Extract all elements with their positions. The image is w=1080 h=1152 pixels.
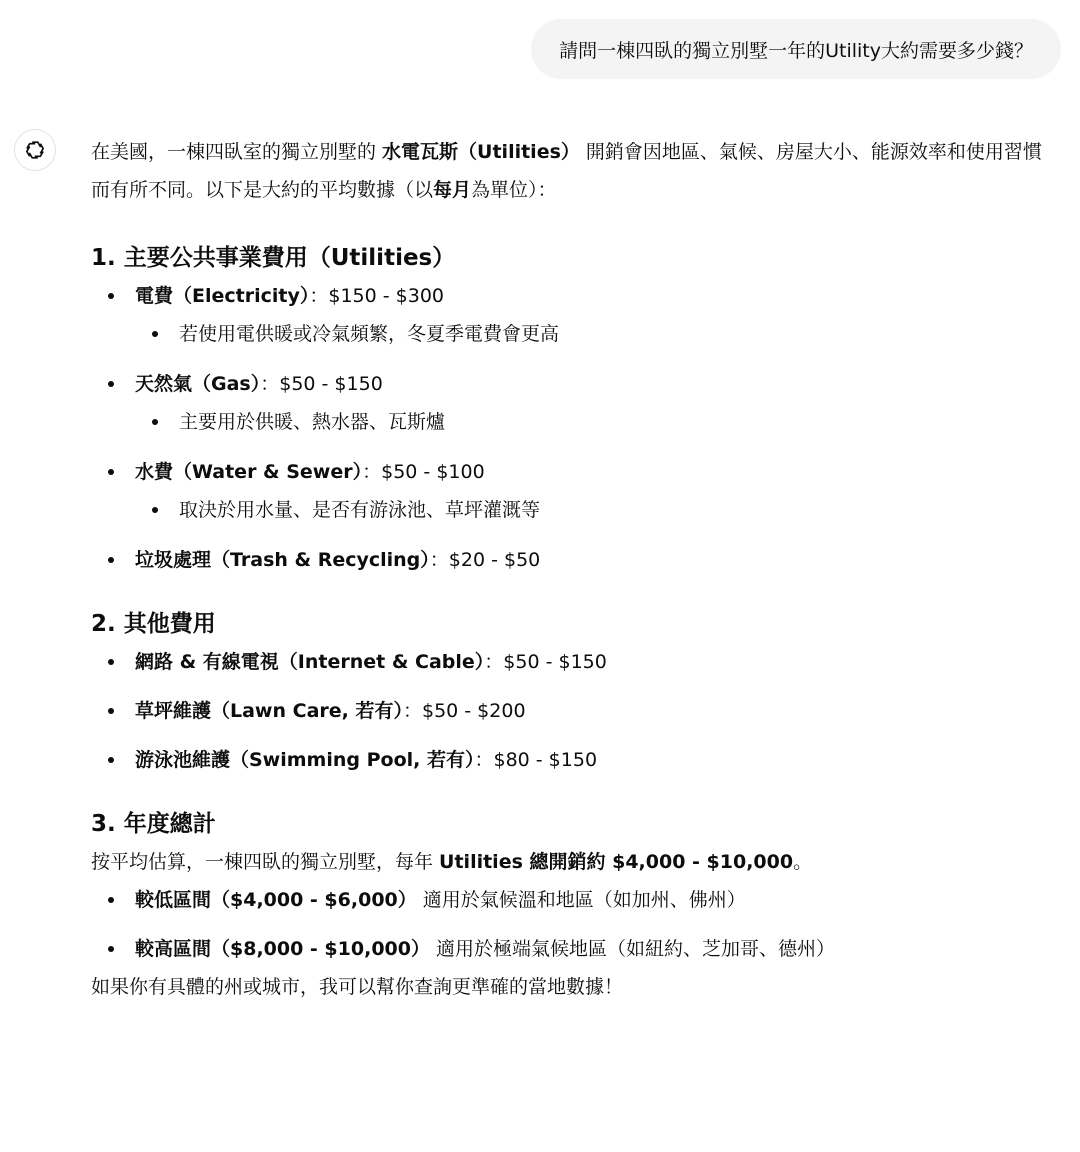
list-item-water: 水費（Water & Sewer）：$50 - $100 取決於用水量、是否有游泳池、草坪灌溉等 (91, 453, 1051, 529)
section-heading-utilities: 1. 主要公共事業費用（Utilities） (91, 245, 456, 271)
sub-item-gas: 主要用於供暖、熱水器、瓦斯爐 (135, 403, 1051, 441)
list-item-lawn: 草坪維護（Lawn Care, 若有）：$50 - $200 (91, 692, 1051, 730)
list-item-electricity: 電費（Electricity）：$150 - $300 若使用電供暖或冷氣頻繁，冬夏季電費會更高 (91, 277, 1051, 353)
annual-range-list (91, 881, 1051, 968)
other-costs-list (91, 643, 1051, 779)
assistant-response (91, 133, 1051, 1006)
utilities-list (91, 277, 1051, 579)
user-message-text: 請問一棟四臥的獨立別墅一年的Utility大約需要多少錢？ (559, 39, 1033, 62)
openai-logo-icon (14, 129, 56, 171)
sub-item-water: 取決於用水量、是否有游泳池、草坪灌溉等 (135, 491, 1051, 529)
user-message-bubble (531, 19, 1061, 79)
section-heading-other-costs: 2. 其他費用 (91, 611, 216, 637)
list-item-high-range: 較高區間（$8,000 - $10,000） 適用於極端氣候地區（如紐約、芝加哥、德州） (91, 930, 1051, 968)
section-heading-annual-total: 3. 年度總計 (91, 811, 216, 837)
annual-summary: 按平均估算，一棟四臥的獨立別墅，每年 Utilities 總開銷約 $4,000 - $10,000。 (91, 851, 813, 873)
intro-paragraph: 在美國，一棟四臥室的獨立別墅的 水電瓦斯（Utilities） 開銷會因地區、氣候、房屋大小、能源效率和使用習慣而有所不同。以下是大約的平均數據（以每月為單位）： (91, 141, 1042, 201)
sub-item-electricity: 若使用電供暖或冷氣頻繁，冬夏季電費會更高 (135, 315, 1051, 353)
list-item-pool: 游泳池維護（Swimming Pool, 若有）：$80 - $150 (91, 741, 1051, 779)
list-item-internet: 網路 & 有線電視（Internet & Cable）：$50 - $150 (91, 643, 1051, 681)
list-item-gas: 天然氣（Gas）：$50 - $150 主要用於供暖、熱水器、瓦斯爐 (91, 365, 1051, 441)
closing-paragraph: 如果你有具體的州或城市，我可以幫你查詢更準確的當地數據！ (91, 976, 624, 998)
list-item-low-range: 較低區間（$4,000 - $6,000） 適用於氣候溫和地區（如加州、佛州） (91, 881, 1051, 919)
list-item-trash: 垃圾處理（Trash & Recycling）：$20 - $50 (91, 541, 1051, 579)
